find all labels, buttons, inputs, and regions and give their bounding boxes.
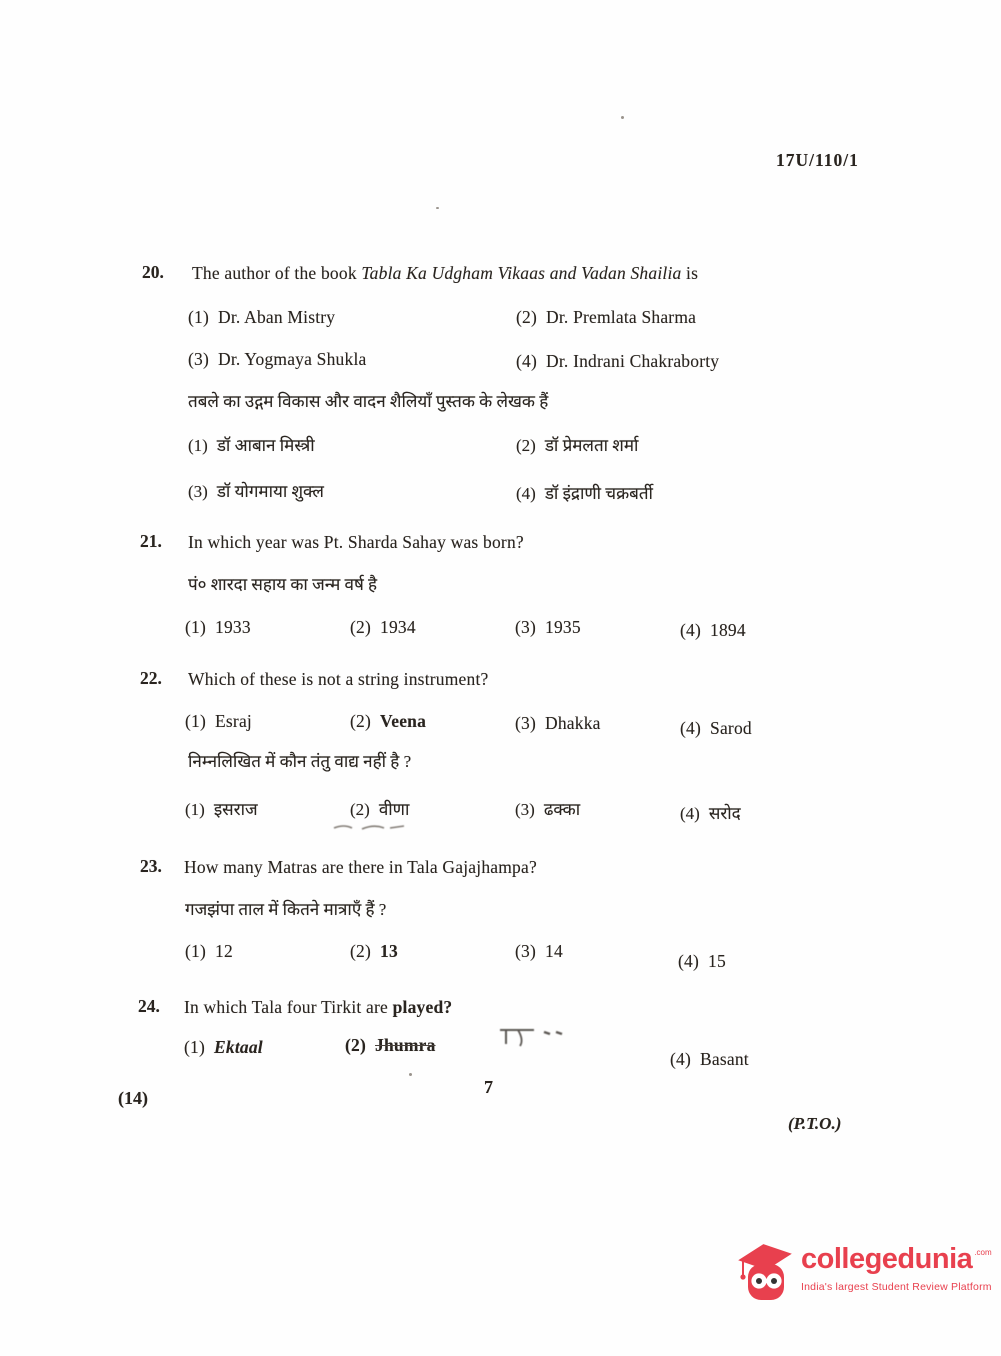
option-number: (3): [188, 349, 210, 369]
option-number: (2): [516, 307, 538, 327]
question-23-text-hi: गजझंपा ताल में कितने मात्राएँ हैं ?: [185, 900, 387, 919]
question-20-option-3-hi: [188, 479, 324, 502]
question-23-option-2: [350, 941, 398, 962]
brand-tld: .com: [974, 1248, 992, 1257]
option-number: (4): [680, 620, 702, 640]
question-22-text-hi: निम्नलिखित में कौन तंतु वाद्य नहीं है ?: [188, 752, 412, 771]
question-22-option-1-hi: [185, 797, 258, 820]
question-20-option-3-en: [188, 349, 367, 370]
question-20-text-en: [192, 263, 698, 284]
question-20-option-4-en: [516, 351, 719, 372]
scan-speck: [436, 207, 439, 209]
option-label: 1934: [380, 617, 416, 637]
option-label: डॉ आबान मिस्त्री: [216, 436, 315, 455]
option-number: (4): [516, 484, 536, 503]
option-label: Dhakka: [545, 713, 601, 733]
ink-smudge: [332, 820, 412, 834]
question-24-text-bold: played?: [392, 997, 453, 1017]
question-21-option-3: [515, 617, 581, 638]
question-22-option-4-en: [680, 718, 752, 739]
option-number: (2): [345, 1035, 367, 1055]
option-label: 13: [380, 941, 398, 961]
question-23-text-en: How many Matras are there in Tala Gajajhampa?: [184, 857, 537, 877]
question-23-option-3: [515, 941, 563, 962]
option-label: 1894: [710, 620, 746, 640]
question-22-option-3-hi: [515, 797, 580, 820]
option-label: सरोद: [708, 804, 741, 823]
option-number: (1): [185, 711, 207, 731]
brand-tagline: India's largest Student Review Platform: [801, 1281, 992, 1293]
question-24-option-4: [670, 1049, 749, 1070]
option-label: 1933: [215, 617, 251, 637]
option-label: ढक्का: [543, 800, 581, 819]
question-24-number: 24.: [138, 996, 160, 1016]
option-label: Jhumra: [375, 1035, 436, 1055]
question-23-option-4: [678, 951, 726, 972]
option-number: (1): [185, 941, 207, 961]
option-label: Dr. Aban Mistry: [218, 307, 336, 327]
scan-speck: [409, 1073, 412, 1076]
option-number: (2): [350, 617, 372, 637]
question-22-option-1-en: [185, 711, 252, 732]
question-22-option-4-hi: [680, 801, 741, 824]
option-number: (3): [515, 617, 537, 637]
question-20-text-pre: The author of the book: [192, 263, 362, 283]
question-22-number: 22.: [140, 668, 162, 688]
option-label: Dr. Yogmaya Shukla: [218, 349, 367, 369]
option-number: (1): [188, 436, 208, 455]
option-label: डॉ प्रेमलता शर्मा: [544, 436, 639, 455]
option-label: Dr. Premlata Sharma: [546, 307, 697, 327]
question-24-text: In which Tala four Tirkit are: [184, 997, 393, 1017]
page-number: 7: [484, 1077, 493, 1097]
option-number: (3): [515, 941, 537, 961]
option-label: 14: [545, 941, 563, 961]
option-number: (2): [350, 800, 370, 819]
question-20-book-title: Tabla Ka Udgham Vikaas and Vadan Shailia: [361, 263, 682, 283]
option-number: (3): [515, 713, 537, 733]
option-number: (4): [680, 804, 700, 823]
question-20-number: 20.: [142, 262, 164, 282]
option-number: (1): [185, 617, 207, 637]
question-22-text-en: Which of these is not a string instrument?: [188, 669, 489, 689]
collegedunia-logo: [736, 1244, 992, 1302]
brand-name: collegedunia: [801, 1243, 973, 1275]
option-label: Dr. Indrani Chakraborty: [546, 351, 720, 371]
question-20-option-1-hi: [188, 433, 315, 456]
option-number: (4): [678, 951, 700, 971]
option-number: (4): [680, 718, 702, 738]
question-20-text-post: is: [681, 263, 699, 283]
question-20-option-2-en: [516, 307, 696, 328]
option-number: (4): [516, 351, 538, 371]
question-20-option-4-hi: [516, 481, 653, 504]
option-label: 15: [708, 951, 726, 971]
option-number: (4): [670, 1049, 692, 1069]
option-label: इसराज: [213, 800, 258, 819]
question-21-option-2: [350, 617, 416, 638]
question-21-text-hi: पं० शारदा सहाय का जन्म वर्ष है: [188, 575, 378, 594]
question-21-text-en: In which year was Pt. Sharda Sahay was born?: [188, 532, 524, 552]
option-label: डॉ इंद्राणी चक्रबर्ती: [544, 484, 653, 503]
pto-label: (P.T.O.): [788, 1114, 842, 1133]
option-number: (3): [188, 482, 208, 501]
option-label: Esraj: [215, 711, 252, 731]
collegedunia-mascot-icon: [736, 1244, 792, 1302]
booklet-number: (14): [118, 1088, 148, 1108]
option-label: 12: [215, 941, 233, 961]
option-label: Ektaal: [214, 1037, 263, 1057]
question-23-option-1: [185, 941, 233, 962]
ink-smudge: [496, 1020, 586, 1050]
paper-code: 17U/110/1: [776, 150, 859, 170]
question-23-number: 23.: [140, 856, 162, 876]
question-24-text-en: [184, 997, 452, 1018]
question-22-option-3-en: [515, 713, 601, 734]
question-21-number: 21.: [140, 531, 162, 551]
option-label: Veena: [380, 711, 427, 731]
question-21-option-4: [680, 620, 746, 641]
question-20-option-1-en: [188, 307, 335, 328]
option-number: (2): [350, 711, 372, 731]
option-number: (2): [350, 941, 372, 961]
question-21-option-1: [185, 617, 251, 638]
option-label: Sarod: [710, 718, 752, 738]
logo-text: [801, 1244, 992, 1293]
option-number: (1): [188, 307, 210, 327]
option-label: 1935: [545, 617, 581, 637]
scan-speck: [621, 116, 624, 119]
option-number: (1): [184, 1037, 206, 1057]
option-label: Basant: [700, 1049, 749, 1069]
question-22-option-2-en: [350, 711, 426, 732]
option-number: (3): [515, 800, 535, 819]
option-label: वीणा: [378, 800, 410, 819]
option-label: डॉ योगमाया शुक्ल: [216, 482, 324, 501]
question-20-text-hi: तबले का उद्गम विकास और वादन शैलियाँ पुस्तक के लेखक हैं: [188, 392, 549, 411]
option-number: (1): [185, 800, 205, 819]
question-24-option-1: [184, 1037, 263, 1058]
question-24-option-2: [345, 1035, 436, 1056]
question-20-option-2-hi: [516, 433, 638, 456]
question-22-option-2-hi: [350, 797, 409, 820]
option-number: (2): [516, 436, 536, 455]
